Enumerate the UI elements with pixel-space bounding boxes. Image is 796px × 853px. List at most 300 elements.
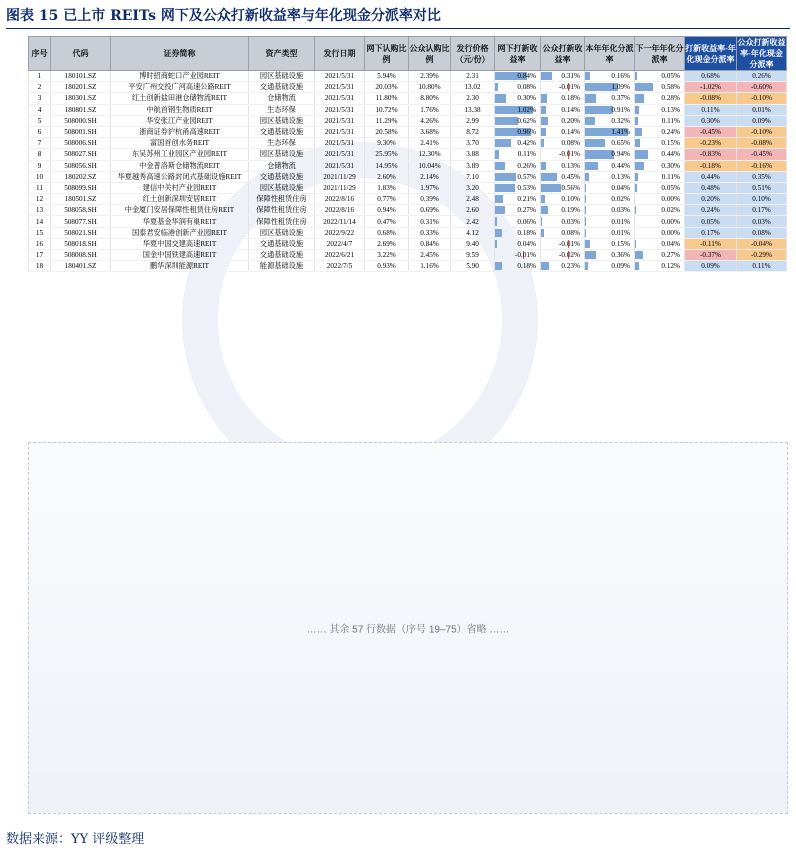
cell-value: 0.10% xyxy=(561,195,580,204)
data-bar xyxy=(635,206,636,214)
cell-pub_yield xyxy=(541,71,585,82)
cell-diff_inst: -1.02% xyxy=(685,82,737,93)
cell-cur_year xyxy=(585,104,635,115)
header-inst_ratio: 网下认购比例 xyxy=(365,37,409,71)
cell-name: 建信中关村产业园REIT xyxy=(111,182,249,193)
truncated-note: …… 其余 57 行数据（序号 19–75）省略 …… xyxy=(306,624,510,636)
cell-value: 0.02% xyxy=(661,206,680,215)
cell-name: 红土创新盐田港仓储物流REIT xyxy=(111,93,249,104)
cell-date: 2021/5/31 xyxy=(315,93,365,104)
cell-value: 0.18% xyxy=(517,228,536,237)
table-row xyxy=(29,194,787,205)
cell-value: 0.65% xyxy=(611,139,630,148)
cell-date: 2021/5/31 xyxy=(315,138,365,149)
cell-cur_year xyxy=(585,250,635,261)
cell-code: 508058.SH xyxy=(51,205,111,216)
cell-diff_pub: 0.08% xyxy=(737,227,787,238)
cell-asset: 保障性租赁住房 xyxy=(249,216,315,227)
cell-value: 0.04% xyxy=(661,239,680,248)
table-row xyxy=(29,160,787,171)
header-date: 发行日期 xyxy=(315,37,365,71)
cell-pub_ratio: 2.45% xyxy=(409,250,451,261)
cell-diff_pub: -0.45% xyxy=(737,149,787,160)
cell-name: 鹏华深圳能源REIT xyxy=(111,261,249,272)
cell-value: 0.06% xyxy=(517,217,536,226)
cell-pub_ratio: 0.69% xyxy=(409,205,451,216)
table-row xyxy=(29,250,787,261)
cell-next_year xyxy=(635,93,685,104)
cell-value: -0.01% xyxy=(559,239,580,248)
cell-diff_inst: 0.44% xyxy=(685,171,737,182)
reits-comparison-table xyxy=(28,36,787,272)
cell-next_year xyxy=(635,149,685,160)
cell-name: 华夏中国交建高速REIT xyxy=(111,238,249,249)
cell-name: 华安张江产业园REIT xyxy=(111,115,249,126)
cell-value: 0.28% xyxy=(661,94,680,103)
cell-seq: 2 xyxy=(29,82,51,93)
cell-inst_ratio: 20.03% xyxy=(365,82,409,93)
table-row xyxy=(29,238,787,249)
cell-value: -0.01% xyxy=(559,83,580,92)
cell-inst_ratio: 20.58% xyxy=(365,126,409,137)
cell-value: 0.02% xyxy=(611,195,630,204)
cell-pub_ratio: 0.31% xyxy=(409,216,451,227)
cell-asset: 仓储物流 xyxy=(249,160,315,171)
cell-price: 9.40 xyxy=(451,238,495,249)
cell-inst_ratio: 0.68% xyxy=(365,227,409,238)
cell-inst_yield xyxy=(495,205,541,216)
cell-inst_yield xyxy=(495,93,541,104)
cell-value: 0.13% xyxy=(561,161,580,170)
cell-code: 180401.SZ xyxy=(51,261,111,272)
cell-inst_yield xyxy=(495,115,541,126)
data-bar xyxy=(541,217,542,225)
cell-pub_yield xyxy=(541,149,585,160)
cell-value: 0.04% xyxy=(517,239,536,248)
header-code: 代码 xyxy=(51,37,111,71)
cell-diff_inst: 0.20% xyxy=(685,194,737,205)
cell-next_year xyxy=(635,182,685,193)
cell-price: 3.88 xyxy=(451,149,495,160)
cell-pub_yield xyxy=(541,126,585,137)
cell-pub_yield xyxy=(541,171,585,182)
cell-pub_ratio: 0.33% xyxy=(409,227,451,238)
table-row xyxy=(29,115,787,126)
cell-price: 4.12 xyxy=(451,227,495,238)
cell-inst_yield xyxy=(495,250,541,261)
cell-pub_ratio: 8.80% xyxy=(409,93,451,104)
cell-pub_ratio: 3.68% xyxy=(409,126,451,137)
cell-value: 0.91% xyxy=(611,105,630,114)
cell-pub_ratio: 2.41% xyxy=(409,138,451,149)
cell-cur_year xyxy=(585,138,635,149)
cell-name: 平安广州交投广河高速公路REIT xyxy=(111,82,249,93)
cell-asset: 园区基础设施 xyxy=(249,71,315,82)
cell-value: 0.13% xyxy=(661,105,680,114)
cell-diff_inst: -0.83% xyxy=(685,149,737,160)
cell-diff_pub: -0.04% xyxy=(737,238,787,249)
cell-code: 508006.SH xyxy=(51,138,111,149)
cell-diff_pub: 0.51% xyxy=(737,182,787,193)
cell-value: 1.02% xyxy=(517,105,536,114)
data-bar xyxy=(585,206,586,214)
cell-asset: 园区基础设施 xyxy=(249,227,315,238)
cell-value: 0.27% xyxy=(517,206,536,215)
cell-value: 0.84% xyxy=(517,72,536,81)
cell-value: 0.03% xyxy=(611,206,630,215)
cell-pub_yield xyxy=(541,104,585,115)
header-asset: 资产类型 xyxy=(249,37,315,71)
cell-value: 0.13% xyxy=(611,172,630,181)
cell-code: 508077.SH xyxy=(51,216,111,227)
cell-next_year xyxy=(635,238,685,249)
table-row xyxy=(29,182,787,193)
table-row xyxy=(29,227,787,238)
cell-price: 2.99 xyxy=(451,115,495,126)
cell-pub_yield xyxy=(541,93,585,104)
cell-code: 180801.SZ xyxy=(51,104,111,115)
cell-value: 0.12% xyxy=(661,262,680,271)
cell-date: 2021/5/31 xyxy=(315,115,365,126)
cell-price: 7.10 xyxy=(451,171,495,182)
cell-seq: 12 xyxy=(29,194,51,205)
cell-name: 浙商证券沪杭甬高速REIT xyxy=(111,126,249,137)
cell-next_year xyxy=(635,104,685,115)
cell-code: 508099.SH xyxy=(51,182,111,193)
cell-pub_yield xyxy=(541,227,585,238)
cell-code: 180501.SZ xyxy=(51,194,111,205)
cell-value: -0.02% xyxy=(559,251,580,260)
cell-cur_year xyxy=(585,194,635,205)
table-row xyxy=(29,216,787,227)
cell-inst_ratio: 1.83% xyxy=(365,182,409,193)
cell-pub_yield xyxy=(541,138,585,149)
cell-next_year xyxy=(635,261,685,272)
cell-asset: 园区基础设施 xyxy=(249,149,315,160)
cell-cur_year xyxy=(585,216,635,227)
cell-asset: 园区基础设施 xyxy=(249,115,315,126)
cell-inst_ratio: 2.69% xyxy=(365,238,409,249)
cell-seq: 18 xyxy=(29,261,51,272)
cell-value: 0.00% xyxy=(661,195,680,204)
cell-value: -0.01% xyxy=(515,251,536,260)
cell-pub_ratio: 1.76% xyxy=(409,104,451,115)
cell-cur_year xyxy=(585,261,635,272)
cell-value: 0.24% xyxy=(661,128,680,137)
cell-value: 0.44% xyxy=(661,150,680,159)
cell-inst_yield xyxy=(495,104,541,115)
cell-inst_yield xyxy=(495,149,541,160)
table-row xyxy=(29,171,787,182)
cell-value: 0.36% xyxy=(611,251,630,260)
cell-cur_year xyxy=(585,182,635,193)
cell-next_year xyxy=(635,82,685,93)
header-cur_year: 本年年化分派率 xyxy=(585,37,635,71)
chart-title: 图表 15 已上市 REITs 网下及公众打新收益率与年化现金分派率对比 xyxy=(6,6,790,29)
cell-date: 2022/6/21 xyxy=(315,250,365,261)
cell-value: 0.31% xyxy=(561,72,580,81)
cell-code: 508008.SH xyxy=(51,250,111,261)
cell-cur_year xyxy=(585,160,635,171)
cell-pub_ratio: 1.16% xyxy=(409,261,451,272)
cell-pub_ratio: 1.97% xyxy=(409,182,451,193)
cell-inst_yield xyxy=(495,126,541,137)
cell-value: 0.26% xyxy=(517,161,536,170)
cell-inst_ratio: 10.72% xyxy=(365,104,409,115)
cell-seq: 3 xyxy=(29,93,51,104)
cell-value: 0.11% xyxy=(661,172,680,181)
cell-price: 13.38 xyxy=(451,104,495,115)
cell-cur_year xyxy=(585,71,635,82)
cell-pub_ratio: 10.80% xyxy=(409,82,451,93)
cell-value: 0.53% xyxy=(517,183,536,192)
cell-seq: 7 xyxy=(29,138,51,149)
cell-inst_yield xyxy=(495,82,541,93)
cell-inst_ratio: 0.93% xyxy=(365,261,409,272)
cell-diff_pub: 0.01% xyxy=(737,104,787,115)
cell-diff_pub: 0.17% xyxy=(737,205,787,216)
cell-seq: 16 xyxy=(29,238,51,249)
cell-pub_ratio: 4.26% xyxy=(409,115,451,126)
cell-value: 0.01% xyxy=(611,228,630,237)
cell-asset: 园区基础设施 xyxy=(249,182,315,193)
cell-value: 0.14% xyxy=(561,128,580,137)
cell-name: 国泰君安临港创新产业园REIT xyxy=(111,227,249,238)
cell-next_year xyxy=(635,216,685,227)
cell-code: 508001.SH xyxy=(51,126,111,137)
header-price: 发行价格（元/份） xyxy=(451,37,495,71)
cell-next_year xyxy=(635,205,685,216)
cell-inst_yield xyxy=(495,227,541,238)
cell-inst_ratio: 5.94% xyxy=(365,71,409,82)
table-row xyxy=(29,138,787,149)
cell-cur_year xyxy=(585,82,635,93)
cell-price: 8.72 xyxy=(451,126,495,137)
table-row xyxy=(29,149,787,160)
cell-inst_ratio: 0.94% xyxy=(365,205,409,216)
cell-seq: 13 xyxy=(29,205,51,216)
cell-code: 180101.SZ xyxy=(51,71,111,82)
cell-pub_yield xyxy=(541,250,585,261)
cell-diff_pub: 0.10% xyxy=(737,194,787,205)
table-header-row xyxy=(29,37,787,71)
cell-value: 0.15% xyxy=(611,239,630,248)
header-diff_pub: 公众打新收益率-年化现金分派率 xyxy=(737,38,786,69)
cell-next_year xyxy=(635,227,685,238)
cell-value: 0.11% xyxy=(517,150,536,159)
cell-inst_yield xyxy=(495,194,541,205)
cell-code: 508027.SH xyxy=(51,149,111,160)
table-row xyxy=(29,261,787,272)
table-row xyxy=(29,82,787,93)
cell-date: 2022/9/22 xyxy=(315,227,365,238)
cell-value: 0.45% xyxy=(561,172,580,181)
cell-seq: 1 xyxy=(29,71,51,82)
cell-asset: 生态环保 xyxy=(249,104,315,115)
cell-value: 0.14% xyxy=(561,105,580,114)
cell-code: 180201.SZ xyxy=(51,82,111,93)
cell-pub_ratio: 0.84% xyxy=(409,238,451,249)
cell-inst_yield xyxy=(495,238,541,249)
cell-pub_yield xyxy=(541,261,585,272)
cell-name: 华夏基金华润有巢REIT xyxy=(111,216,249,227)
cell-price: 3.20 xyxy=(451,182,495,193)
cell-diff_pub: 0.03% xyxy=(737,216,787,227)
cell-inst_yield xyxy=(495,71,541,82)
cell-date: 2022/8/16 xyxy=(315,194,365,205)
cell-seq: 11 xyxy=(29,182,51,193)
table-row xyxy=(29,71,787,82)
cell-code: 508018.SH xyxy=(51,238,111,249)
cell-pub_ratio: 0.39% xyxy=(409,194,451,205)
cell-price: 2.60 xyxy=(451,205,495,216)
cell-price: 13.02 xyxy=(451,82,495,93)
cell-asset: 仓储物流 xyxy=(249,93,315,104)
header-name: 证券简称 xyxy=(111,37,249,71)
cell-diff_inst: 0.17% xyxy=(685,227,737,238)
cell-code: 508021.SH xyxy=(51,227,111,238)
cell-value: 0.09% xyxy=(611,262,630,271)
cell-date: 2022/4/7 xyxy=(315,238,365,249)
cell-cur_year xyxy=(585,149,635,160)
cell-value: 0.08% xyxy=(561,139,580,148)
cell-diff_pub: -0.10% xyxy=(737,126,787,137)
cell-asset: 交通基础设施 xyxy=(249,250,315,261)
cell-value: 0.08% xyxy=(517,83,536,92)
cell-next_year xyxy=(635,71,685,82)
cell-asset: 保障性租赁住房 xyxy=(249,194,315,205)
cell-diff_pub: -0.08% xyxy=(737,138,787,149)
cell-diff_pub: -0.29% xyxy=(737,250,787,261)
cell-value: 0.42% xyxy=(517,139,536,148)
cell-inst_ratio: 25.95% xyxy=(365,149,409,160)
cell-inst_ratio: 0.47% xyxy=(365,216,409,227)
cell-seq: 5 xyxy=(29,115,51,126)
cell-diff_inst: 0.24% xyxy=(685,205,737,216)
cell-asset: 生态环保 xyxy=(249,138,315,149)
cell-next_year xyxy=(635,115,685,126)
cell-value: 0.00% xyxy=(661,217,680,226)
cell-pub_yield xyxy=(541,216,585,227)
cell-code: 508056.SH xyxy=(51,160,111,171)
cell-next_year xyxy=(635,171,685,182)
cell-inst_ratio: 0.77% xyxy=(365,194,409,205)
cell-inst_yield xyxy=(495,182,541,193)
cell-inst_yield xyxy=(495,216,541,227)
cell-asset: 交通基础设施 xyxy=(249,238,315,249)
cell-name: 中金厦门安居保障性租赁住房REIT xyxy=(111,205,249,216)
cell-seq: 14 xyxy=(29,216,51,227)
cell-price: 9.59 xyxy=(451,250,495,261)
cell-inst_yield xyxy=(495,160,541,171)
cell-value: 0.44% xyxy=(611,161,630,170)
cell-value: 0.18% xyxy=(517,262,536,271)
cell-pub_ratio: 10.04% xyxy=(409,160,451,171)
cell-value: 0.05% xyxy=(661,183,680,192)
cell-value: 0.20% xyxy=(561,116,580,125)
cell-pub_yield xyxy=(541,238,585,249)
cell-cur_year xyxy=(585,171,635,182)
cell-pub_yield xyxy=(541,194,585,205)
cell-seq: 6 xyxy=(29,126,51,137)
cell-asset: 保障性租赁住房 xyxy=(249,205,315,216)
cell-date: 2022/7/5 xyxy=(315,261,365,272)
cell-cur_year xyxy=(585,115,635,126)
cell-pub_yield xyxy=(541,205,585,216)
cell-name: 东吴苏州工业园区产业园REIT xyxy=(111,149,249,160)
cell-code: 180301.SZ xyxy=(51,93,111,104)
cell-price: 3.70 xyxy=(451,138,495,149)
cell-inst_ratio: 11.29% xyxy=(365,115,409,126)
cell-seq: 15 xyxy=(29,227,51,238)
cell-price: 5.90 xyxy=(451,261,495,272)
cell-value: 0.56% xyxy=(561,183,580,192)
cell-inst_yield xyxy=(495,138,541,149)
cell-cur_year xyxy=(585,126,635,137)
table-row xyxy=(29,104,787,115)
cell-diff_inst: 0.05% xyxy=(685,216,737,227)
cell-diff_pub: -0.60% xyxy=(737,82,787,93)
cell-name: 红土创新深圳安居REIT xyxy=(111,194,249,205)
cell-seq: 9 xyxy=(29,160,51,171)
cell-inst_ratio: 2.60% xyxy=(365,171,409,182)
cell-value: 0.58% xyxy=(661,83,680,92)
cell-value: 0.27% xyxy=(661,251,680,260)
cell-asset: 交通基础设施 xyxy=(249,171,315,182)
cell-name: 中金普洛斯仓储物流REIT xyxy=(111,160,249,171)
cell-value: 0.30% xyxy=(661,161,680,170)
cell-pub_yield xyxy=(541,115,585,126)
cell-value: 0.57% xyxy=(517,172,536,181)
header-inst_yield: 网下打新收益率 xyxy=(495,37,541,71)
cell-value: 0.30% xyxy=(517,94,536,103)
cell-diff_inst: -0.08% xyxy=(685,93,737,104)
cell-date: 2021/11/29 xyxy=(315,171,365,182)
cell-seq: 17 xyxy=(29,250,51,261)
cell-inst_yield xyxy=(495,171,541,182)
cell-diff_inst: 0.09% xyxy=(685,261,737,272)
cell-diff_inst: 0.48% xyxy=(685,182,737,193)
cell-inst_ratio: 3.22% xyxy=(365,250,409,261)
cell-value: -0.01% xyxy=(559,150,580,159)
cell-inst_ratio: 11.80% xyxy=(365,93,409,104)
cell-diff_pub: 0.26% xyxy=(737,71,787,82)
cell-inst_ratio: 14.95% xyxy=(365,160,409,171)
cell-price: 3.89 xyxy=(451,160,495,171)
cell-value: 0.23% xyxy=(561,262,580,271)
table-body xyxy=(29,71,787,272)
data-source-note: 数据来源：YY 评级整理 xyxy=(6,832,145,847)
cell-cur_year xyxy=(585,93,635,104)
cell-value: 0.16% xyxy=(611,72,630,81)
table-row xyxy=(29,126,787,137)
cell-value: 0.11% xyxy=(661,116,680,125)
cell-diff_inst: -0.18% xyxy=(685,160,737,171)
cell-value: 0.01% xyxy=(611,217,630,226)
cell-date: 2022/8/16 xyxy=(315,205,365,216)
cell-date: 2021/5/31 xyxy=(315,149,365,160)
header-pub_ratio: 公众认购比例 xyxy=(409,37,451,71)
cell-next_year xyxy=(635,194,685,205)
header-next_year: 下一年年化分派率 xyxy=(635,37,685,71)
cell-diff_inst: -0.23% xyxy=(685,138,737,149)
cell-asset: 交通基础设施 xyxy=(249,126,315,137)
cell-diff_inst: 0.68% xyxy=(685,71,737,82)
cell-cur_year xyxy=(585,227,635,238)
cell-pub_ratio: 12.30% xyxy=(409,149,451,160)
cell-value: 0.37% xyxy=(611,94,630,103)
cell-asset: 交通基础设施 xyxy=(249,82,315,93)
